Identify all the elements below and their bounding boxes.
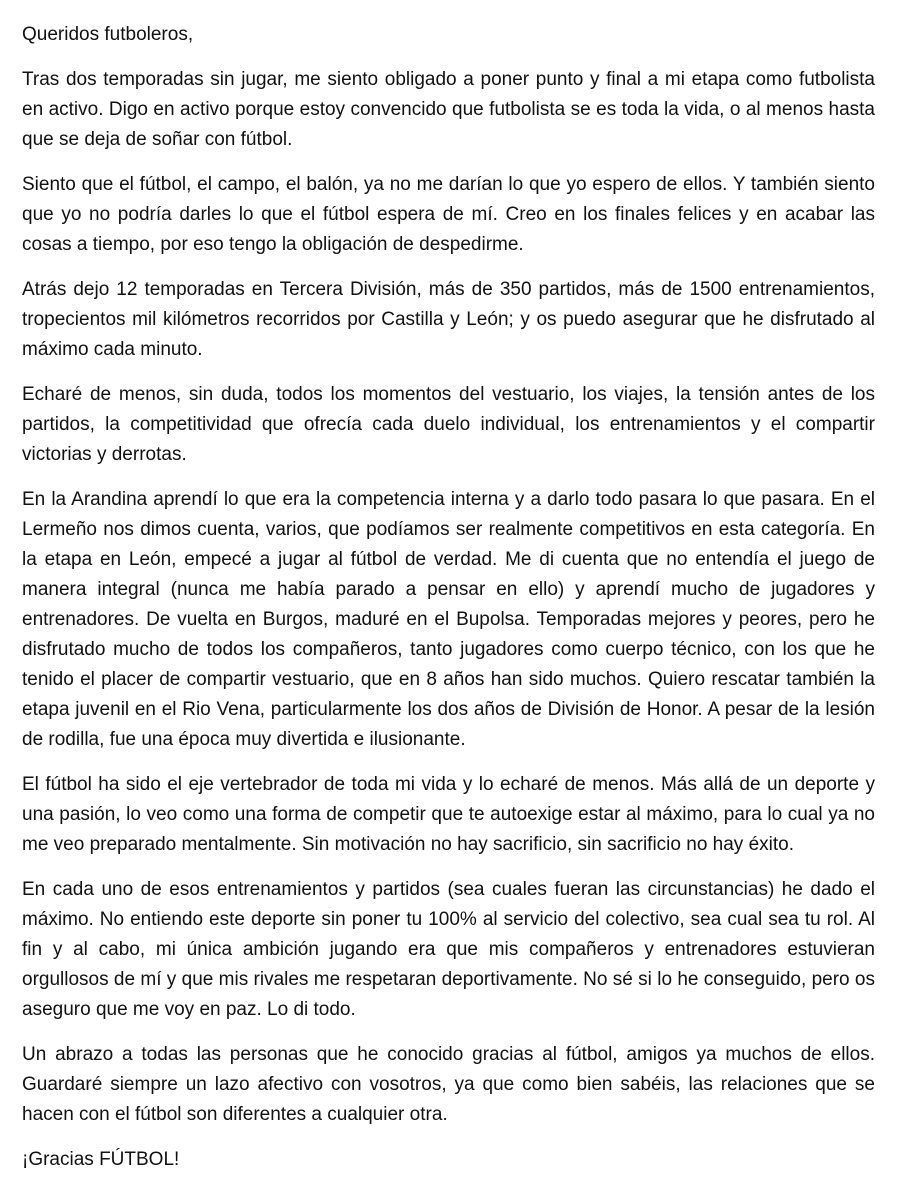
paragraph-gave-maximum: En cada uno de esos entrenamientos y partidos (sea cuales fueran las circunstancias) he dado el máximo. No entiendo este deporte sin poner tu 100% al servicio del colectivo, sea cual sea tu rol. Al fin y al cabo, mi única ambición jugando era que mis compañeros y entrenadores estuvieran orgullosos de mí y que mis rivales me respetaran deportivamente. No sé si lo he conseguido, pero os aseguro que me voy en paz. Lo di todo.: [22, 879, 875, 1020]
paragraph-career-stats: Atrás dejo 12 temporadas en Tercera División, más de 350 partidos, más de 1500 entrenamientos, tropecientos mil kilómetros recorridos por Castilla y León; y os puedo asegurar que he disfrutado al máximo cada minuto.: [22, 279, 875, 360]
paragraph-will-miss: Echaré de menos, sin duda, todos los momentos del vestuario, los viajes, la tensión antes de los partidos, la competitividad que ofrecía cada duelo individual, los entrenamientos y el compartir victorias y derrotas.: [22, 384, 875, 465]
letter-closing: ¡Gracias FÚTBOL!: [22, 1149, 180, 1170]
paragraph-feelings: Siento que el fútbol, el campo, el balón, ya no me darían lo que yo espero de ellos. Y también siento que yo no podría darles lo que el fútbol espera de mí. Creo en los finales felices y en acabar las cosas a tiempo, por eso tengo la obligación de despedirme.: [22, 174, 875, 255]
paragraph-retirement-announcement: Tras dos temporadas sin jugar, me siento obligado a poner punto y final a mi etapa como futbolista en activo. Digo en activo porque estoy convencido que futbolista se es toda la vida, o al menos hasta que se deja de soñar con fútbol.: [22, 69, 875, 150]
letter-greeting: Queridos futboleros,: [22, 24, 194, 45]
letter-body: [22, 20, 875, 1190]
paragraph-farewell-hug: Un abrazo a todas las personas que he conocido gracias al fútbol, amigos ya muchos de ellos. Guardaré siempre un lazo afectivo con vosotros, ya que como bien sabéis, las relaciones que se hacen con el fútbol son diferentes a cualquier otra.: [22, 1044, 875, 1125]
paragraph-football-life: El fútbol ha sido el eje vertebrador de toda mi vida y lo echaré de menos. Más allá de un deporte y una pasión, lo veo como una forma de competir que te autoexige estar al máximo, para lo cual ya no me veo preparado mentalmente. Sin motivación no hay sacrificio, sin sacrificio no hay éxito.: [22, 774, 875, 855]
paragraph-clubs: En la Arandina aprendí lo que era la competencia interna y a darlo todo pasara lo que pasara. En el Lermeño nos dimos cuenta, varios, que podíamos ser realmente competitivos en esta categoría. En la etapa en León, empecé a jugar al fútbol de verdad. Me di cuenta que no entendía el juego de manera integral (nunca me había parado a pensar en ello) y aprendí mucho de jugadores y entrenadores. De vuelta en Burgos, maduré en el Bupolsa. Temporadas mejores y peores, pero he disfrutado mucho de todos los compañeros, tanto jugadores como cuerpo técnico, con los que he tenido el placer de compartir vestuario, que en 8 años han sido muchos. Quiero rescatar también la etapa juvenil en el Rio Vena, particularmente los dos años de División de Honor. A pesar de la lesión de rodilla, fue una época muy divertida e ilusionante.: [22, 489, 875, 750]
